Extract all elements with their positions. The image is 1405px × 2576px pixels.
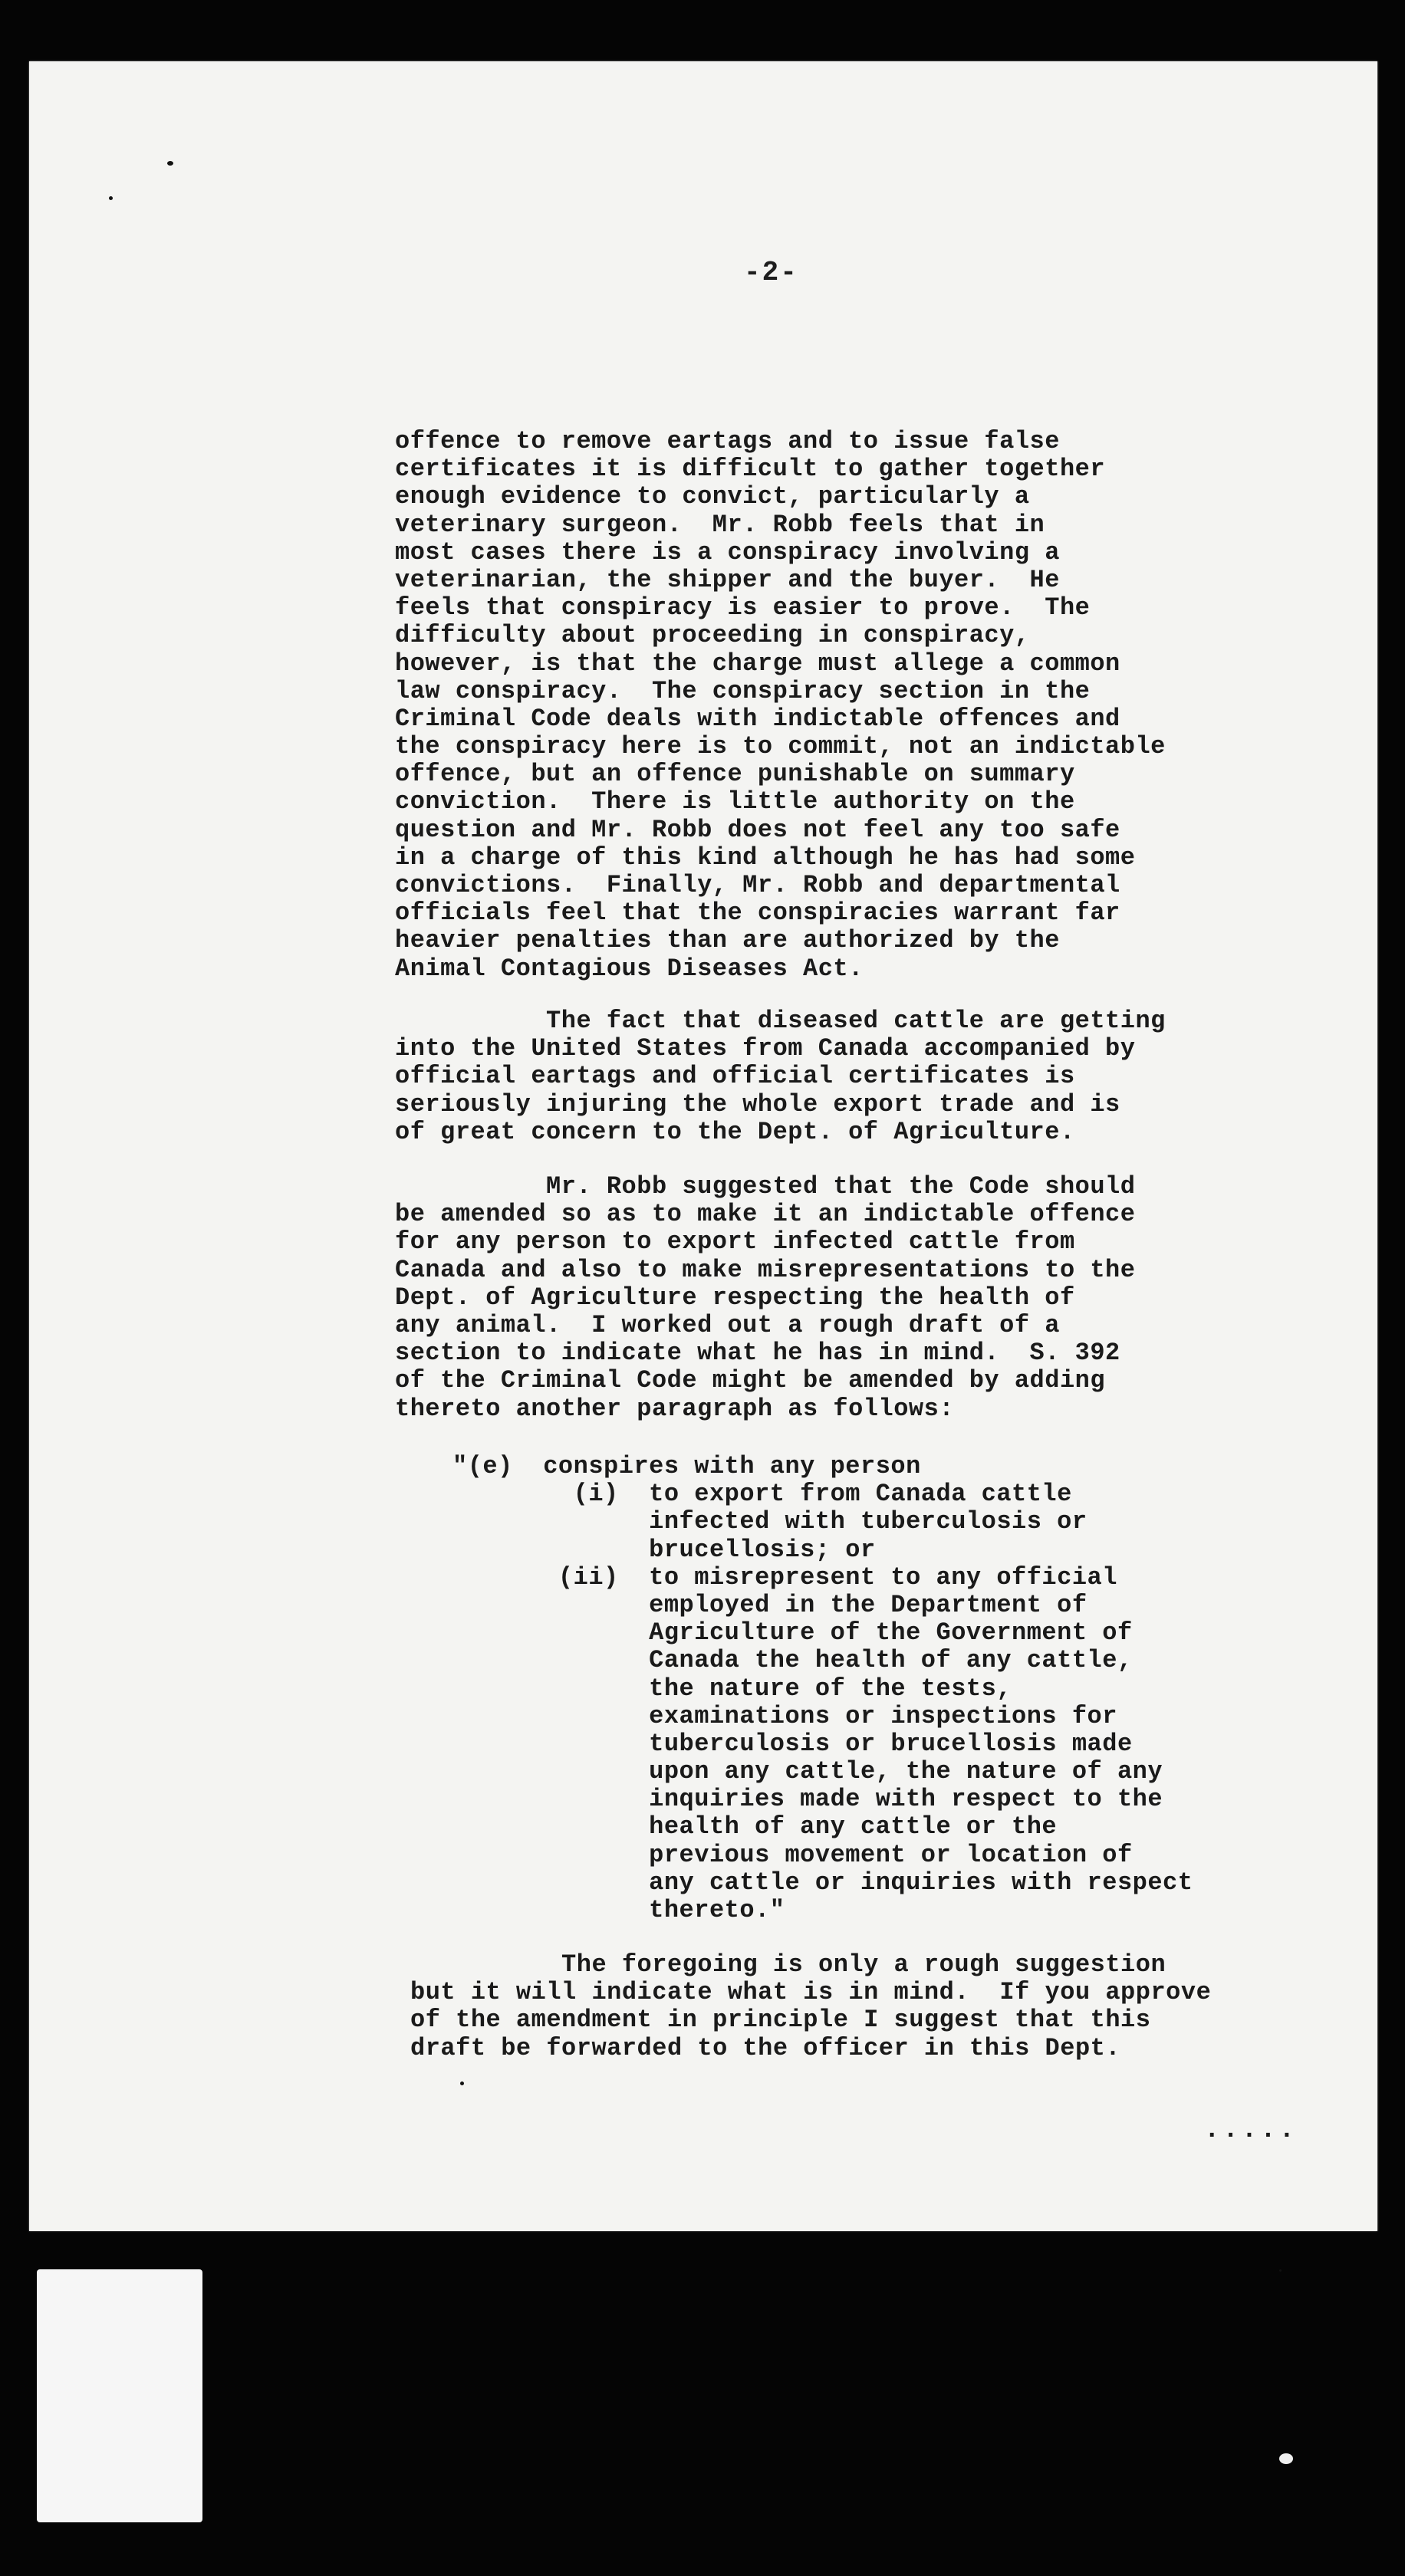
paragraph-4 <box>410 1951 1300 2062</box>
page-number: -2- <box>744 257 798 288</box>
scan-speck <box>1279 2453 1293 2464</box>
text-line: however, is that the charge must allege a common <box>395 649 1120 678</box>
text-line: examinations or inspections for <box>452 1701 1117 1730</box>
text-line: any animal. I worked out a rough draft of a <box>395 1310 1060 1339</box>
quoted-amendment <box>452 1453 1342 1924</box>
text-line: Criminal Code deals with indictable offences and <box>395 704 1120 733</box>
text-line: health of any cattle or the <box>452 1812 1058 1842</box>
paragraph-3 <box>395 1173 1285 1423</box>
text-line: of the Criminal Code might be amended by adding <box>395 1366 1106 1395</box>
text-line: heavier penalties than are authorized by the <box>395 926 1060 955</box>
text-line: The fact that diseased cattle are getting <box>395 1007 1166 1035</box>
text-line: in a charge of this kind although he has had some <box>395 843 1136 872</box>
text-line: of the amendment in principle I suggest that this <box>410 2006 1151 2035</box>
text-line: conviction. There is little authority on the <box>395 787 1075 816</box>
text-line: certificates it is difficult to gather together <box>395 455 1106 484</box>
text-line: but it will indicate what is in mind. If you approve <box>410 1978 1212 2007</box>
text-line: seriously injuring the whole export trade and is <box>395 1089 1120 1119</box>
archive-card <box>37 2269 202 2522</box>
text-line: "(e) conspires with any person <box>452 1452 921 1480</box>
text-line: the conspiracy here is to commit, not an indictable <box>395 732 1166 761</box>
text-line: (i) to export from Canada cattle <box>452 1480 1072 1509</box>
text-line: any cattle or inquiries with respect <box>452 1868 1193 1897</box>
text-line: convictions. Finally, Mr. Robb and departmental <box>395 871 1120 899</box>
text-line: offence to remove eartags and to issue false <box>395 427 1060 455</box>
text-line: into the United States from Canada accompanied by <box>395 1034 1136 1063</box>
paragraph-1 <box>395 428 1285 983</box>
text-line: offence, but an offence punishable on summary <box>395 760 1075 789</box>
text-line: inquiries made with respect to the <box>452 1785 1163 1814</box>
text-line: previous movement or location of <box>452 1840 1133 1869</box>
text-line: official eartags and official certificates is <box>395 1062 1075 1091</box>
text-line: most cases there is a conspiracy involving a <box>395 537 1060 567</box>
text-line: enough evidence to convict, particularly a <box>395 482 1030 511</box>
text-line: brucellosis; or <box>452 1535 876 1564</box>
paragraph-2 <box>395 1007 1285 1146</box>
text-line: draft be forwarded to the officer in this Dept. <box>410 2033 1121 2062</box>
continuation-marker: ..... <box>1204 2116 1298 2145</box>
text-line: tuberculosis or brucellosis made <box>452 1729 1133 1758</box>
text-line: infected with tuberculosis or <box>452 1507 1087 1536</box>
text-line: Animal Contagious Diseases Act. <box>395 954 864 983</box>
text-line: difficulty about proceeding in conspiracy, <box>395 621 1030 650</box>
text-line: of great concern to the Dept. of Agriculture. <box>395 1117 1075 1146</box>
text-line: the nature of the tests, <box>452 1674 1012 1703</box>
text-line: (ii) to misrepresent to any official <box>452 1562 1117 1592</box>
text-line: upon any cattle, the nature of any <box>452 1757 1163 1786</box>
text-line: law conspiracy. The conspiracy section in the <box>395 676 1091 705</box>
text-line: be amended so as to make it an indictable offence <box>395 1200 1136 1229</box>
text-line: The foregoing is only a rough suggestion <box>410 1950 1166 1979</box>
text-line: section to indicate what he has in mind. S. 392 <box>395 1339 1120 1368</box>
text-line: Canada and also to make misrepresentations to the <box>395 1255 1136 1284</box>
text-line: for any person to export infected cattle from <box>395 1227 1075 1257</box>
text-line: Dept. of Agriculture respecting the health of <box>395 1283 1075 1312</box>
text-line: veterinarian, the shipper and the buyer. He <box>395 565 1060 594</box>
text-line: question and Mr. Robb does not feel any too safe <box>395 815 1120 844</box>
text-line: thereto another paragraph as follows: <box>395 1394 955 1423</box>
text-line: Canada the health of any cattle, <box>452 1646 1133 1675</box>
text-line: thereto." <box>452 1896 785 1924</box>
text-line: veterinary surgeon. Mr. Robb feels that in <box>395 510 1045 539</box>
text-line: officials feel that the conspiracies warrant far <box>395 899 1120 928</box>
text-line: Mr. Robb suggested that the Code should <box>395 1172 1136 1201</box>
text-line: feels that conspiracy is easier to prove. The <box>395 593 1091 623</box>
text-line: employed in the Department of <box>452 1590 1087 1619</box>
text-line: Agriculture of the Government of <box>452 1618 1133 1648</box>
